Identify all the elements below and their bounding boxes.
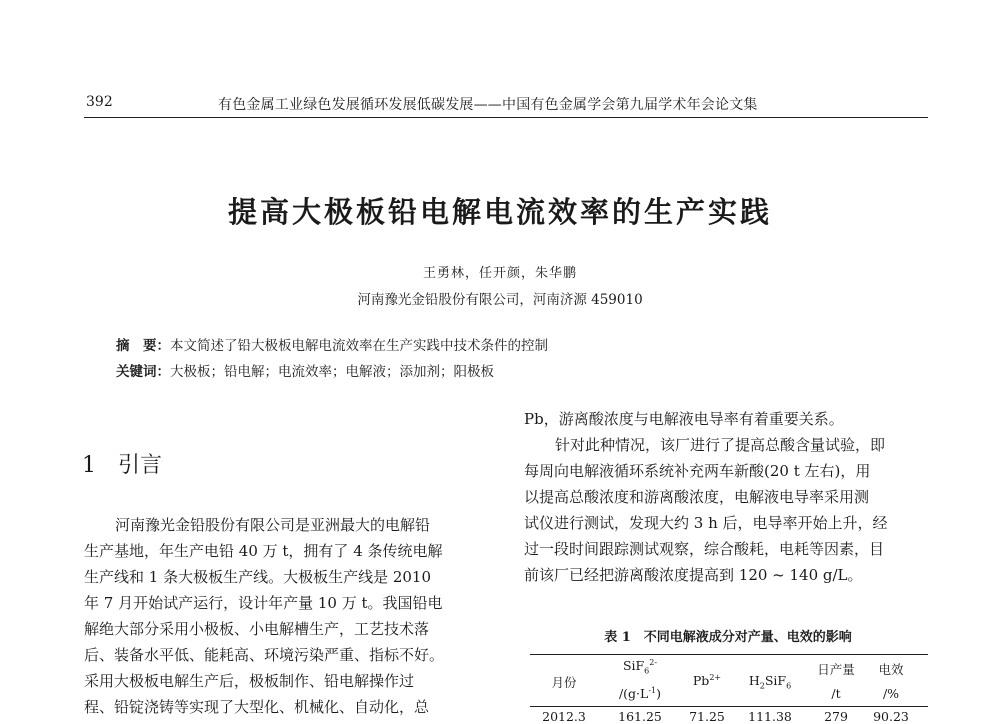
body-line: 试仪进行测试，发现大约 3 h 后，电导率开始上升，经	[524, 514, 888, 532]
table-header-rule	[530, 706, 928, 707]
body-line: Pb，游离酸浓度与电解液电导率有着重要关系。	[524, 410, 844, 428]
body-line: 解绝大部分采用小极板、小电解槽生产，工艺技术落	[84, 620, 430, 638]
abstract-text: 本文简述了铅大极板电解电流效率在生产实践中技术条件的控制	[170, 338, 548, 354]
body-line: 前该厂已经把游离酸浓度提高到 120 ~ 140 g/L。	[524, 566, 863, 584]
section-number: 1	[82, 453, 96, 478]
col-header-efficiency-unit: /%	[882, 686, 900, 701]
table-cell: 2012.3	[542, 709, 586, 724]
abstract	[116, 334, 548, 354]
body-line: 后、装备水平低、能耗高、环境污染严重、指标不好。	[84, 646, 445, 664]
body-line: 程、铅锭浇铸等实现了大型化、机械化、自动化，总	[84, 698, 430, 716]
section-title: 引言	[118, 453, 163, 478]
col-header-output-unit: /t	[831, 686, 841, 701]
keywords	[116, 360, 494, 380]
section-heading	[82, 448, 162, 479]
table-top-rule	[530, 654, 928, 655]
keywords-text: 大极板；铅电解；电流效率；电解液；添加剂；阳极板	[170, 364, 494, 380]
affiliation: 河南豫光金铅股份有限公司，河南济源 459010	[357, 292, 643, 308]
body-line: 年 7 月开始试产运行，设计年产量 10 万 t。我国铅电	[84, 594, 443, 612]
body-line: 生产基地，年生产电铅 40 万 t，拥有了 4 条传统电解	[84, 542, 443, 560]
author-list: 王勇林，任开颜，朱华鹏	[422, 266, 577, 281]
col-header-sif6-unit: $/(g\cdot L^{-1})$	[618, 686, 662, 702]
right-column-body	[524, 406, 932, 588]
body-line: 生产线和 1 条大极板生产线。大极板生产线是 2010	[84, 568, 432, 586]
body-line: 每周向电解液循环系统补充两车新酸(20 t 左右)，用	[524, 462, 871, 480]
abstract-label: 摘 要：	[116, 338, 170, 354]
body-line: 河南豫光金铅股份有限公司是亚洲最大的电解铅	[115, 516, 431, 534]
col-header-month: 月份	[551, 675, 577, 690]
col-header-output: 日产量	[817, 662, 855, 677]
table-caption: 表 1 不同电解液成分对产量、电效的影响	[604, 630, 852, 645]
col-header-h2sif6: $H_2SiF_6$	[748, 673, 792, 691]
body-line: 针对此种情况，该厂进行了提高总酸含量试验，即	[555, 436, 886, 454]
left-column-body	[84, 512, 494, 720]
col-header-sif6: SiF$_6^{2-}$	[622, 658, 658, 676]
keywords-label: 关键词：	[116, 364, 170, 380]
table-cell: 279	[824, 709, 848, 724]
table-cell: 111.38	[748, 709, 792, 724]
col-header-pb: $Pb^{2+}$	[692, 673, 722, 689]
body-line: 过一段时间跟踪测试观察，综合酸耗，电耗等因素，目	[524, 540, 885, 558]
page-number: 392	[86, 94, 113, 110]
table-cell: 90.23	[873, 709, 909, 724]
table-cell: 161.25	[618, 709, 662, 724]
running-header: 有色金属工业绿色发展循环发展低碳发展——中国有色金属学会第九届学术年会论文集	[218, 97, 758, 113]
body-line: 采用大极板电解生产后，极板制作、铅电解操作过	[84, 672, 415, 690]
table-cell: 71.25	[689, 709, 725, 724]
body-line: 以提高总酸浓度和游离酸浓度，电解液电导率采用测	[524, 488, 870, 506]
paper-title: 提高大极板铅电解电流效率的生产实践	[227, 195, 772, 229]
header-rule	[84, 117, 928, 118]
col-header-efficiency: 电效	[878, 662, 904, 677]
